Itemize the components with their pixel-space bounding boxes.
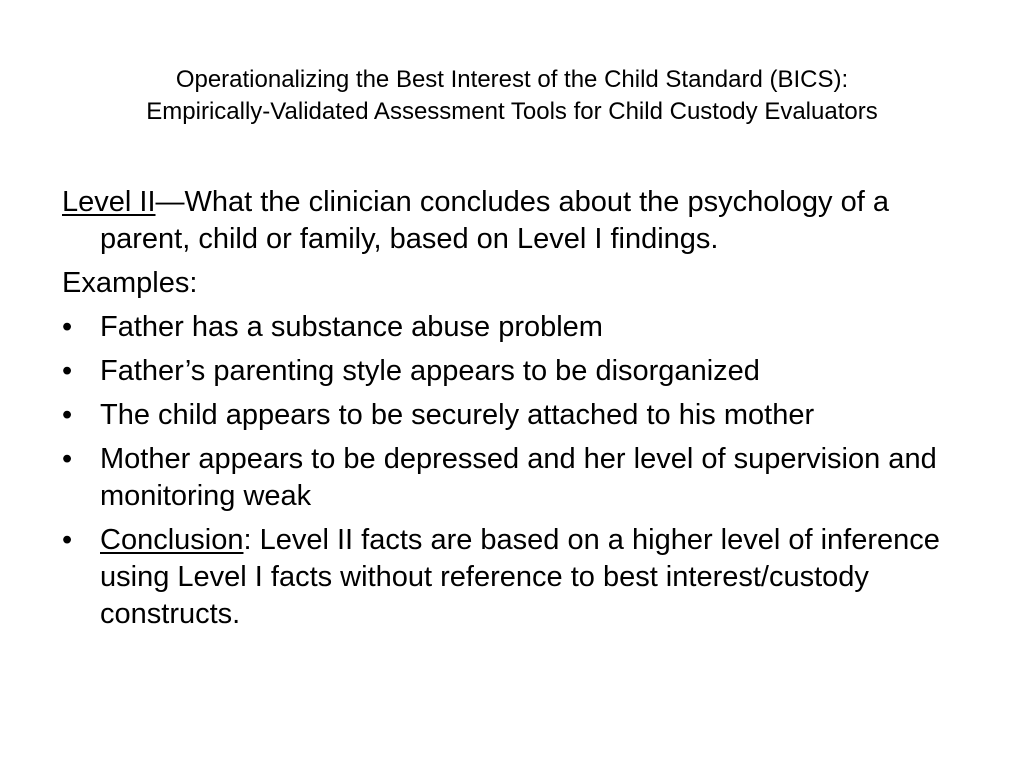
conclusion-item (62, 522, 972, 633)
level-ii-term: Level II (62, 186, 156, 218)
examples-label: Examples: (62, 267, 198, 299)
bullet-icon: • (62, 399, 73, 431)
intro-paragraph (62, 184, 972, 258)
bullet-icon: • (62, 311, 73, 343)
examples-list (62, 309, 972, 633)
slide-body (62, 184, 972, 640)
conclusion-term: Conclusion (100, 524, 244, 556)
bullet-text: Mother appears to be depressed and her level of supervision and monitoring weak (100, 443, 937, 512)
bullet-icon: • (62, 355, 73, 387)
list-item (62, 397, 972, 434)
list-item (62, 353, 972, 390)
bullet-icon: • (62, 524, 73, 556)
intro-text: —What the clinician concludes about the psychology of a parent, child or family, based on Level I findings. (100, 186, 889, 255)
slide-title (40, 64, 984, 128)
conclusion-text: : Level II facts are based on a higher level of inference using Level I facts without reference to best interest/custody constructs. (100, 524, 940, 630)
title-line-1: Operationalizing the Best Interest of the Child Standard (BICS): (175, 66, 849, 93)
bullet-text: Father’s parenting style appears to be disorganized (100, 355, 760, 387)
list-item (62, 309, 972, 346)
list-item (62, 441, 972, 515)
bullet-text: The child appears to be securely attached to his mother (100, 399, 815, 431)
title-line-2: Empirically-Validated Assessment Tools for Child Custody Evaluators (146, 98, 878, 125)
bullet-text: Father has a substance abuse problem (100, 311, 603, 343)
bullet-icon: • (62, 443, 73, 475)
